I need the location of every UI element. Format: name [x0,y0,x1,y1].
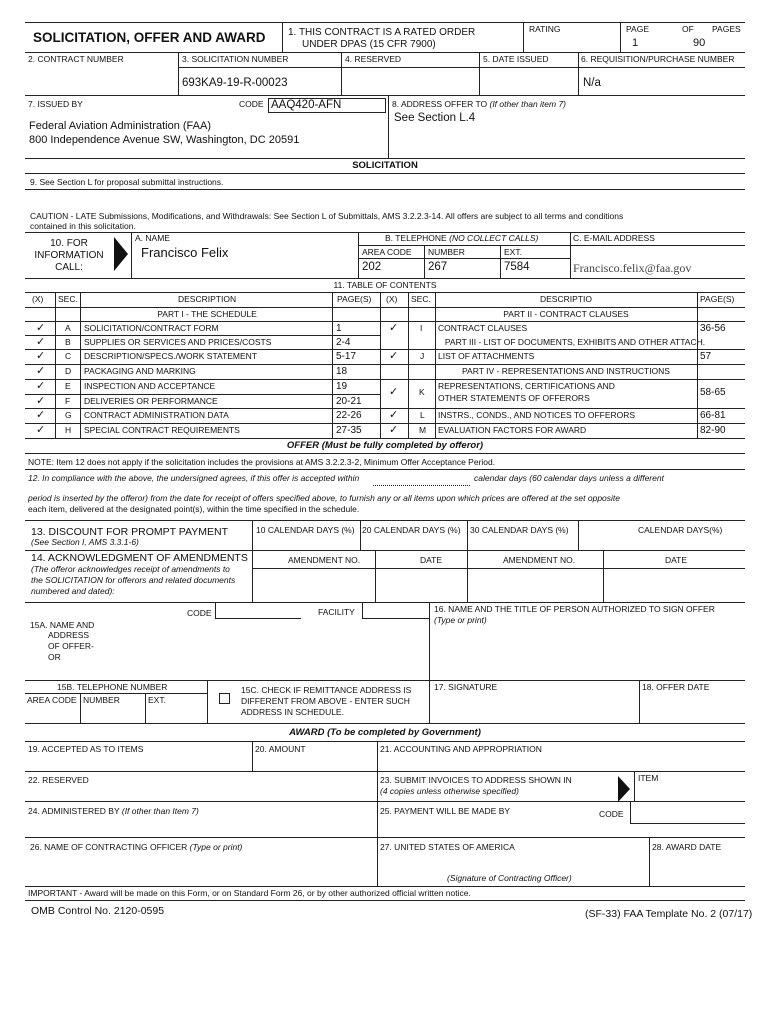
toc-desc-k-2: OTHER STATEMENTS OF OFFERORS [438,393,590,403]
toc-pages-a: 1 [336,323,342,334]
toc-check-f[interactable]: ✓ [36,395,46,407]
toc-desc-e: INSPECTION AND ACCEPTANCE [84,381,216,391]
award-reserved-label: 22. RESERVED [28,775,89,785]
solicitation-heading: SOLICITATION [352,160,418,171]
important-note: IMPORTANT - Award will be made on this Form, or on Standard Form 26, or by other authorized official written notice. [28,888,471,898]
requisition-label: 6. REQUISITION/PURCHASE NUMBER [581,54,735,64]
pointer-arrow-icon [618,776,630,802]
toc-check-c[interactable]: ✓ [36,350,46,362]
tel-number-value[interactable]: 267 [428,261,448,273]
tel-ext-label: EXT. [504,247,522,257]
item12-text-b: calendar days (60 calendar days unless a different [474,473,664,483]
toc-desc-h: SPECIAL CONTRACT REQUIREMENTS [84,425,240,435]
toc-pages-d: 18 [336,366,348,377]
address-offer-label: 8. ADDRESS OFFER TO (If other than item 7) [392,99,567,109]
toc-pages-h: 27-35 [336,425,362,436]
telephone-label: B. TELEPHONE (NO COLLECT CALLS) [385,233,539,243]
discount-note: (See Section I, AMS 3.3.1-6) [31,537,139,547]
toc-desc-b: SUPPLIES OR SERVICES AND PRICES/COSTS [84,337,272,347]
accepted-items-label: 19. ACCEPTED AS TO ITEMS [28,744,144,754]
toc-sec-j: J [420,351,425,361]
offer-note: NOTE: Item 12 does not apply if the solicitation includes the provisions at AMS 3.2.2.3-2, Minimum Offer Acceptance Period. [28,457,496,467]
toc-pages-k: 58-65 [700,387,726,398]
offeror-number-label: NUMBER [83,695,120,705]
toc-pages-m: 82-90 [700,425,726,436]
accounting-label: 21. ACCOUNTING AND APPROPRIATION [380,744,542,754]
invoices-label: 23. SUBMIT INVOICES TO ADDRESS SHOWN IN [380,775,572,785]
toc-check-l[interactable]: ✓ [389,409,399,421]
toc-col-sec-left: SEC. [58,294,78,304]
toc-desc-a: SOLICITATION/CONTRACT FORM [84,323,219,333]
toc-desc-d: PACKAGING AND MARKING [84,366,196,376]
signer-label: 16. NAME AND THE TITLE OF PERSON AUTHORIZED TO SIGN OFFER [434,604,715,614]
offer-heading: OFFER (Must be fully completed by offeror) [286,440,484,451]
toc-desc-l: INSTRS., CONDS., AND NOTICES TO OFFERORS [438,410,636,420]
offeror-name-label-2: ADDRESS [48,630,90,640]
ack-note-2: the SOLICITATION for offerors and related documents [31,575,236,585]
toc-desc-c: DESCRIPTION/SPECS./WORK STATEMENT [84,351,258,361]
toc-check-h[interactable]: ✓ [36,424,46,436]
solicitation-number-label: 3. SOLICITATION NUMBER [182,54,289,64]
discount-label: 13. DISCOUNT FOR PROMPT PAYMENT [31,526,228,538]
toc-desc-m: EVALUATION FACTORS FOR AWARD [438,425,587,435]
toc-col-sec-right: SEC. [411,294,431,304]
issued-code-label: CODE [239,99,264,109]
toc-part2: PART II - CONTRACT CLAUSES [503,309,629,319]
award-heading: AWARD (To be completed by Government) [289,727,481,738]
toc-col-pages-right: PAGE(S) [700,294,735,304]
item-label: ITEM [638,773,659,783]
email-value[interactable]: Francisco.felix@faa.gov [573,261,692,275]
discount-other-days[interactable]: CALENDAR DAYS(%) [638,525,723,535]
date-issued-label: 5. DATE ISSUED [483,54,549,64]
toc-pages-b: 2-4 [336,337,351,348]
toc-check-m[interactable]: ✓ [389,424,399,436]
remittance-label-2: DIFFERENT FROM ABOVE - ENTER SUCH [241,696,410,706]
issuing-agency: Federal Aviation Administration (FAA) [29,120,211,132]
issuing-street: 800 Independence Avenue SW, Washington, DC 20591 [29,134,300,146]
toc-col-x-left: (X) [32,294,44,304]
rating-label: RATING [529,24,561,34]
facility-field[interactable] [362,618,429,619]
signature-label: 17. SIGNATURE [434,682,498,692]
ack-note-3: numbered and dated): [31,586,115,596]
for-info-label-3: CALL: [55,262,83,273]
tel-ext-value[interactable]: 7584 [504,261,530,273]
contact-name-value[interactable]: Francisco Felix [141,245,229,260]
offeror-code-field[interactable] [215,618,301,619]
toc-sec-b: B [65,337,71,347]
amendment-date-label-1: DATE [420,555,443,565]
pages-value[interactable]: 90 [693,37,706,49]
omb-control: OMB Control No. 2120-0595 [31,905,165,917]
offeror-name-label-3: OF OFFER- [48,641,94,651]
toc-check-a[interactable]: ✓ [36,322,46,334]
discount-10-days[interactable]: 10 CALENDAR DAYS (%) [256,525,355,535]
contact-name-label: A. NAME [135,233,170,243]
caution-line2: contained in this solicitation. [30,221,136,231]
toc-desc-g: CONTRACT ADMINISTRATION DATA [84,410,229,420]
toc-pages-g: 22-26 [336,410,362,421]
tel-number-label: NUMBER [428,247,465,257]
offer-date-label: 18. OFFER DATE [642,682,710,692]
usa-label: 27. UNITED STATES OF AMERICA [380,842,515,852]
toc-sec-f: F [65,396,71,406]
toc-sec-g: G [65,410,72,420]
toc-pages-j: 57 [700,351,712,362]
toc-pages-f: 20-21 [336,396,362,407]
toc-desc-i: CONTRACT CLAUSES [438,323,528,333]
toc-check-d[interactable]: ✓ [36,365,46,377]
item12-text-a: 12. In compliance with the above, the undersigned agrees, if this offer is accepted within [28,473,360,483]
caution-line1: CAUTION - LATE Submissions, Modifications, and Withdrawals: See Section L of Submittals, AMS 3.2.2.3-14. All offers are subject to all terms and conditions [30,211,624,221]
acceptance-days-field[interactable] [373,485,470,486]
rated-order-sub: UNDER DPAS (15 CFR 7900) [302,39,436,50]
toc-sec-c: C [65,351,72,361]
amendment-no-label-2: AMENDMENT NO. [503,555,576,565]
of-label: OF [682,24,694,34]
solicitation-number-value[interactable]: 693KA9-19-R-00023 [182,77,288,89]
offeror-ext-label: EXT. [148,695,166,705]
toc-col-desc-left: DESCRIPTION [178,294,237,304]
offeror-name-label-4: OR [48,652,61,662]
toc-sec-k: K [419,387,425,397]
offeror-area-code-label: AREA CODE [27,695,77,705]
toc-check-g[interactable]: ✓ [36,409,46,421]
form-title: SOLICITATION, OFFER AND AWARD [33,30,266,45]
toc-check-e[interactable]: ✓ [36,380,46,392]
toc-desc-k-1: REPRESENTATIONS, CERTIFICATIONS AND [438,381,615,391]
signature-note: (Signature of Contracting Officer) [447,873,572,883]
facility-label: FACILITY [318,607,355,617]
page-value[interactable]: 1 [632,37,639,49]
payment-label: 25. PAYMENT WILL BE MADE BY [380,806,511,816]
issued-by-label: 7. ISSUED BY [28,99,83,109]
toc-desc-j: LIST OF ATTACHMENTS [438,351,535,361]
invoices-note: (4 copies unless otherwise specified) [380,786,519,796]
item12-text-c: period is inserted by the offeror) from the date for receipt of offers specified above, to furnish any or all items upon which prices are offered at the set opposite [28,493,621,503]
for-info-label-2: INFORMATION [34,250,104,261]
area-code-label: AREA CODE [362,247,412,257]
toc-desc-f: DELIVERIES OR PERFORMANCE [84,396,218,406]
discount-20-days[interactable]: 20 CALENDAR DAYS (%) [362,525,461,535]
toc-col-pages-left: PAGE(S) [337,294,372,304]
rated-order-label: 1. THIS CONTRACT IS A RATED ORDER [288,27,476,38]
requisition-value[interactable]: N/a [583,77,601,89]
signer-note: (Type or print) [434,615,487,625]
ack-label: 14. ACKNOWLEDGMENT OF AMENDMENTS [31,552,248,564]
page-label: PAGE [626,24,649,34]
toc-part1: PART I - THE SCHEDULE [157,309,257,319]
offeror-tel-label: 15B. TELEPHONE NUMBER [57,682,168,692]
toc-part4: PART IV - REPRESENTATIONS AND INSTRUCTIONS [462,366,670,376]
area-code-value[interactable]: 202 [362,261,382,273]
contract-number-label: 2. CONTRACT NUMBER [28,54,124,64]
toc-sec-l: L [420,410,425,420]
toc-check-i[interactable]: ✓ [389,322,399,334]
issued-code-value[interactable]: AAQ420-AFN [268,98,386,113]
template-id: (SF-33) FAA Template No. 2 (07/17) [585,908,753,920]
toc-heading: 11. TABLE OF CONTENTS [333,280,437,290]
toc-pages-i: 36-56 [700,323,726,334]
item9-text: 9. See Section L for proposal submittal instructions. [30,177,224,187]
officer-label: 26. NAME OF CONTRACTING OFFICER (Type or print) [30,842,243,852]
amendment-no-label-1: AMENDMENT NO. [288,555,361,565]
address-offer-value[interactable]: See Section L.4 [394,112,476,124]
toc-sec-e: E [65,381,71,391]
payment-code-field[interactable] [630,823,745,824]
email-label: C. E-MAIL ADDRESS [573,233,655,243]
toc-check-j[interactable]: ✓ [389,350,399,362]
remittance-label-3: ADDRESS IN SCHEDULE. [241,707,344,717]
toc-pages-l: 66-81 [700,410,726,421]
administered-label: 24. ADMINISTERED BY (If other than Item 7) [28,806,199,816]
discount-30-days[interactable]: 30 CALENDAR DAYS (%) [470,525,569,535]
toc-col-x-right: (X) [386,294,398,304]
offeror-code-label: CODE [187,608,212,618]
amendment-date-label-2: DATE [665,555,688,565]
remittance-label-1: 15C. CHECK IF REMITTANCE ADDRESS IS [241,685,412,695]
award-date-label: 28. AWARD DATE [652,842,722,852]
item12-text-d: each item, delivered at the designated point(s), within the time specified in the schedule. [28,504,360,514]
toc-sec-d: D [65,366,72,376]
toc-pages-c: 5-17 [336,351,357,362]
remittance-checkbox[interactable] [219,693,230,704]
amount-label: 20. AMOUNT [255,744,306,754]
payment-code-label: CODE [599,809,624,819]
toc-sec-h: H [65,425,72,435]
ack-note-1: (The offeror acknowledges receipt of amendments to [31,564,230,574]
toc-part3: PART III - LIST OF DOCUMENTS, EXHIBITS AND OTHER ATTACH. [444,337,706,347]
toc-sec-a: A [65,323,71,333]
toc-sec-m: M [419,425,427,435]
offeror-name-label-1: 15A. NAME AND [30,620,95,630]
toc-col-desc-right: DESCRIPTIO [540,294,592,304]
pages-label: PAGES [712,24,741,34]
for-info-label-1: 10. FOR [50,238,88,249]
toc-sec-i: I [420,323,423,333]
toc-check-b[interactable]: ✓ [36,336,46,348]
toc-pages-e: 19 [336,381,348,392]
toc-check-k[interactable]: ✓ [389,386,399,398]
reserved-label: 4. RESERVED [345,54,402,64]
pointer-arrow-icon [114,237,128,271]
